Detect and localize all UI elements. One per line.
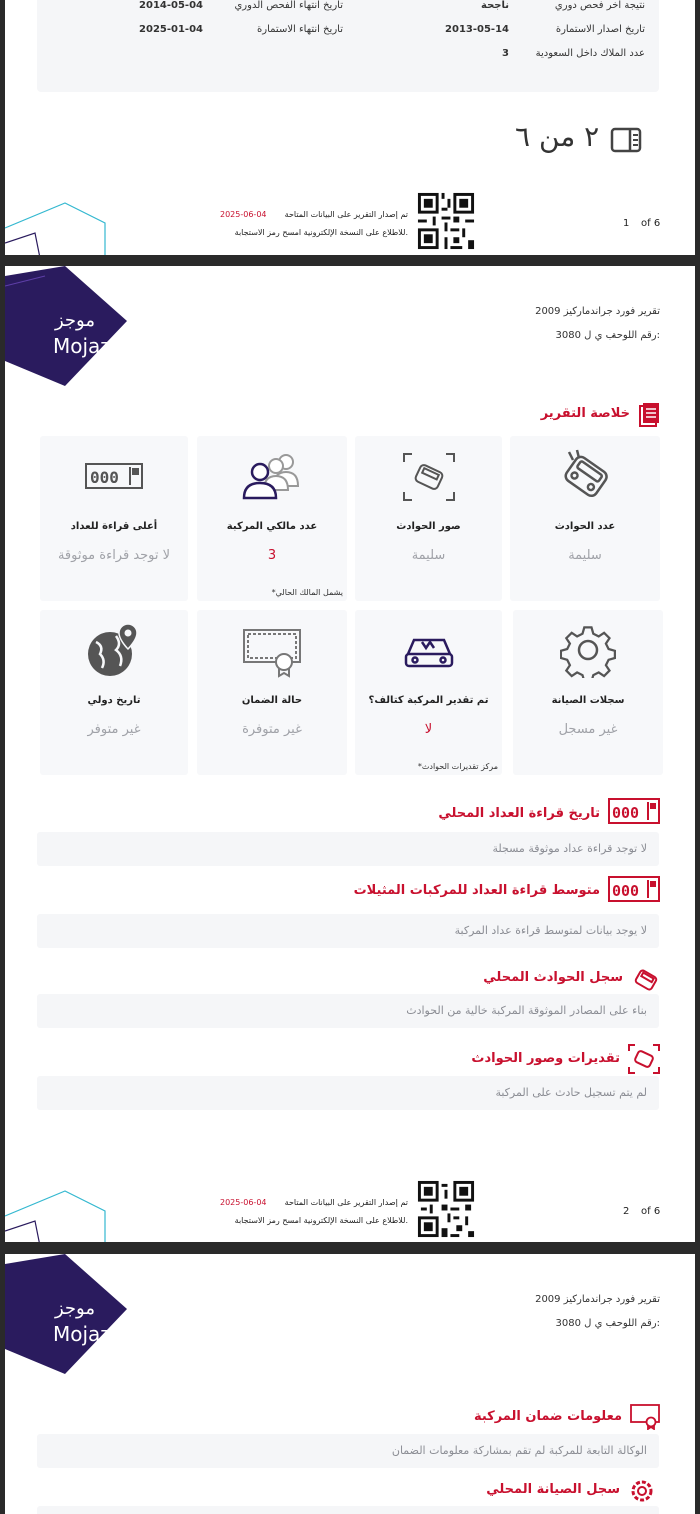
- field-label: نتيجة آخر فحص دوري: [554, 0, 645, 11]
- warranty-text: الوكالة التابعة للمركبة لم تقم بمشاركة معلومات الضمان: [391, 1444, 647, 1457]
- page-total: of 6: [641, 218, 661, 229]
- report-summary-icon: [638, 403, 660, 429]
- logo-arabic: موجز: [55, 310, 95, 331]
- tile-value: سليمة: [568, 548, 602, 563]
- field-value: ناجحة: [481, 0, 509, 11]
- field-value: 3: [502, 48, 509, 59]
- plate-label: رقم اللوحة:: [611, 1318, 660, 1329]
- tile-title: عدد مالكي المركبة: [226, 521, 318, 532]
- certificate-icon: [630, 1404, 660, 1430]
- certificate-icon: [242, 628, 302, 678]
- field-label: تاريخ انتهاء الفحص الدوري: [234, 0, 343, 11]
- qr-code-icon: [415, 1178, 477, 1240]
- tile-value: 3: [267, 548, 277, 563]
- footer-issued: تم إصدار التقرير على البيانات المتاحة: [284, 1198, 408, 1207]
- section-box: [37, 914, 659, 948]
- footer-scan-note: للاطلاع على النسخة الإلكترونية امسح رمز الاستجابة.: [234, 1216, 408, 1225]
- tile-note: *يشمل المالك الحالي: [271, 588, 343, 597]
- report-page-3: [5, 1254, 695, 1514]
- warranty-title: معلومات ضمان المركبة: [473, 1409, 622, 1424]
- svg-text:000: 000: [612, 804, 640, 822]
- svg-text:000: 000: [612, 882, 640, 900]
- tile-value: سليمة: [411, 548, 446, 563]
- maintenance-box: [37, 1506, 659, 1514]
- plate-label: رقم اللوحة:: [611, 330, 660, 341]
- tile-title: صور الحوادث: [396, 521, 461, 532]
- logo-english: Mojaz: [53, 1322, 111, 1346]
- car-photo-icon: [402, 452, 456, 502]
- gear-icon: [560, 622, 616, 678]
- tile-title: أعلى قراءة للعداد: [70, 521, 158, 532]
- odometer-icon: [608, 876, 660, 902]
- tile-international-history: [40, 610, 188, 775]
- section-text: لا توجد قراءة عداد موثوقة مسجلة: [492, 842, 647, 855]
- tile-value: لا توجد قراءة موثوقة: [57, 548, 171, 563]
- maintenance-title: سجل الصيانة المحلي: [486, 1482, 620, 1497]
- page-indicator: ٢ من ٦: [515, 120, 600, 153]
- footer-issued: تم إصدار التقرير على البيانات المتاحة: [284, 210, 408, 219]
- page-total: of 6: [641, 1206, 661, 1217]
- tile-max-odometer: [40, 436, 188, 601]
- footer-date: 2025-06-04: [220, 1198, 267, 1207]
- tile-total-loss: [355, 610, 502, 775]
- report-page-2: [5, 266, 695, 1242]
- crashed-car-icon: [632, 966, 660, 992]
- tile-note: *مركز تقديرات الحوادث: [417, 762, 498, 771]
- odometer-icon: [84, 461, 144, 491]
- section-text: بناء على المصادر الموثوقة المركبة خالية من الحوادث: [406, 1004, 647, 1017]
- section-text: لم يتم تسجيل حادث على المركبة: [495, 1086, 647, 1099]
- section-box: [37, 994, 659, 1028]
- book-icon: [610, 127, 644, 153]
- field-label: عدد الملاك داخل السعودية: [535, 48, 645, 59]
- tile-value: لا: [424, 722, 433, 737]
- qr-code-icon: [415, 190, 477, 252]
- page-number: 1: [623, 218, 630, 229]
- damaged-car-icon: [402, 632, 456, 672]
- report-page-1: [5, 0, 695, 255]
- tile-accident-photos: [355, 436, 502, 601]
- field-value: 2013-05-14: [445, 24, 509, 35]
- section-title: تقديرات وصور الحوادث: [471, 1051, 620, 1066]
- tile-maintenance-records: [513, 610, 663, 775]
- section-box: [37, 832, 659, 866]
- section-box: [37, 1076, 659, 1110]
- crashed-car-icon: [555, 448, 615, 504]
- tile-value: غير مسجل: [558, 722, 618, 737]
- report-title: تقرير فورد جراندماركيز 2009: [535, 306, 660, 317]
- field-label: تاريخ انتهاء الاستمارة: [257, 24, 343, 35]
- field-value: 2025-01-04: [139, 24, 203, 35]
- tile-title: عدد الحوادث: [554, 521, 616, 532]
- plate-value: ب ي ل 3080: [555, 330, 615, 341]
- logo-english: Mojaz: [53, 334, 111, 358]
- section-title: تاريخ قراءة العداد المحلي: [438, 806, 600, 821]
- gear-icon: [629, 1478, 655, 1504]
- svg-text:000: 000: [90, 468, 119, 487]
- owners-icon: [240, 452, 304, 502]
- tile-title: تاريخ دولي: [87, 695, 141, 706]
- field-label: تاريخ اصدار الاستمارة: [555, 24, 645, 35]
- footer-scan-note: للاطلاع على النسخة الإلكترونية امسح رمز الاستجابة.: [234, 228, 408, 237]
- section-title: سجل الحوادث المحلي: [483, 970, 623, 985]
- tile-value: غير متوفر: [87, 722, 141, 737]
- logo-arabic: موجز: [55, 1298, 95, 1319]
- globe-icon: [86, 622, 142, 680]
- field-value: 2014-05-04: [139, 0, 203, 11]
- decorative-lines-icon: [5, 198, 115, 255]
- vehicle-details-panel: [37, 0, 659, 92]
- tile-title: تم تقدير المركبة كتالف؟: [368, 695, 489, 706]
- tile-title: حالة الضمان: [241, 695, 303, 706]
- tile-value: غير متوفرة: [242, 722, 302, 737]
- tile-warranty-status: [197, 610, 347, 775]
- section-title: متوسط قراءة العداد للمركبات المثيلات: [353, 883, 600, 898]
- plate-value: ب ي ل 3080: [555, 1318, 615, 1329]
- odometer-icon: [608, 798, 660, 824]
- report-title: تقرير فورد جراندماركيز 2009: [535, 1294, 660, 1305]
- decorative-lines-icon: [5, 1186, 115, 1242]
- tile-title: سجلات الصيانة: [551, 695, 625, 706]
- section-text: لا يوجد بيانات لمتوسط قراءة عداد المركبة: [454, 924, 647, 937]
- warranty-box: [37, 1434, 659, 1468]
- page-number: 2: [623, 1206, 630, 1217]
- footer-date: 2025-06-04: [220, 210, 267, 219]
- summary-title: خلاصة التقرير: [540, 406, 630, 421]
- car-photo-icon: [628, 1044, 660, 1074]
- tile-owners-count: [197, 436, 347, 601]
- tile-accidents-count: [510, 436, 660, 601]
